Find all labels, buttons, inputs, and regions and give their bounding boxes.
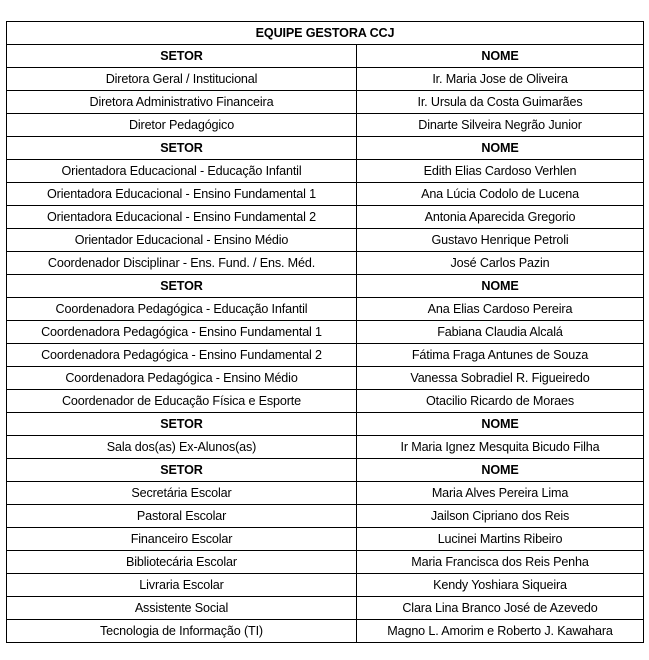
- table-row: [7, 321, 644, 344]
- table-row: [7, 160, 644, 183]
- setor-cell: Coordenadora Pedagógica - Ensino Médio: [7, 367, 357, 390]
- table-row: [7, 183, 644, 206]
- column-header-nome: NOME: [357, 275, 644, 298]
- nome-cell: Fátima Fraga Antunes de Souza: [357, 344, 644, 367]
- staff-table: [6, 21, 644, 643]
- section-header-row: [7, 137, 644, 160]
- nome-cell: Clara Lina Branco José de Azevedo: [357, 597, 644, 620]
- table-row: [7, 252, 644, 275]
- setor-cell: Orientador Educacional - Ensino Médio: [7, 229, 357, 252]
- setor-cell: Secretária Escolar: [7, 482, 357, 505]
- setor-cell: Tecnologia de Informação (TI): [7, 620, 357, 643]
- nome-cell: Dinarte Silveira Negrão Junior: [357, 114, 644, 137]
- table-row: [7, 298, 644, 321]
- nome-cell: Ana Lúcia Codolo de Lucena: [357, 183, 644, 206]
- setor-cell: Sala dos(as) Ex-Alunos(as): [7, 436, 357, 459]
- nome-cell: Ir. Maria Jose de Oliveira: [357, 68, 644, 91]
- setor-cell: Pastoral Escolar: [7, 505, 357, 528]
- nome-cell: Ir Maria Ignez Mesquita Bicudo Filha: [357, 436, 644, 459]
- nome-cell: Fabiana Claudia Alcalá: [357, 321, 644, 344]
- table-row: [7, 436, 644, 459]
- table-body: [7, 22, 644, 643]
- nome-cell: Magno L. Amorim e Roberto J. Kawahara: [357, 620, 644, 643]
- column-header-setor: SETOR: [7, 413, 357, 436]
- table-row: [7, 551, 644, 574]
- setor-cell: Orientadora Educacional - Ensino Fundamental 2: [7, 206, 357, 229]
- setor-cell: Diretora Administrativo Financeira: [7, 91, 357, 114]
- table-row: [7, 68, 644, 91]
- setor-cell: Assistente Social: [7, 597, 357, 620]
- nome-cell: Ir. Ursula da Costa Guimarães: [357, 91, 644, 114]
- nome-cell: Antonia Aparecida Gregorio: [357, 206, 644, 229]
- column-header-nome: NOME: [357, 459, 644, 482]
- setor-cell: Livraria Escolar: [7, 574, 357, 597]
- table-row: [7, 344, 644, 367]
- setor-cell: Coordenadora Pedagógica - Educação Infantil: [7, 298, 357, 321]
- table-title: EQUIPE GESTORA CCJ: [7, 22, 644, 45]
- nome-cell: Vanessa Sobradiel R. Figueiredo: [357, 367, 644, 390]
- section-header-row: [7, 459, 644, 482]
- title-row: [7, 22, 644, 45]
- column-header-nome: NOME: [357, 413, 644, 436]
- table-row: [7, 574, 644, 597]
- nome-cell: Jailson Cipriano dos Reis: [357, 505, 644, 528]
- setor-cell: Orientadora Educacional - Ensino Fundamental 1: [7, 183, 357, 206]
- setor-cell: Orientadora Educacional - Educação Infantil: [7, 160, 357, 183]
- nome-cell: Kendy Yoshiara Siqueira: [357, 574, 644, 597]
- column-header-setor: SETOR: [7, 137, 357, 160]
- table-row: [7, 367, 644, 390]
- setor-cell: Coordenadora Pedagógica - Ensino Fundamental 2: [7, 344, 357, 367]
- table-row: [7, 114, 644, 137]
- table-row: [7, 528, 644, 551]
- section-header-row: [7, 45, 644, 68]
- column-header-nome: NOME: [357, 45, 644, 68]
- table-row: [7, 505, 644, 528]
- column-header-setor: SETOR: [7, 275, 357, 298]
- table-row: [7, 597, 644, 620]
- nome-cell: Gustavo Henrique Petroli: [357, 229, 644, 252]
- setor-cell: Coordenadora Pedagógica - Ensino Fundamental 1: [7, 321, 357, 344]
- nome-cell: Lucinei Martins Ribeiro: [357, 528, 644, 551]
- table-row: [7, 206, 644, 229]
- nome-cell: Edith Elias Cardoso Verhlen: [357, 160, 644, 183]
- nome-cell: Maria Alves Pereira Lima: [357, 482, 644, 505]
- setor-cell: Diretor Pedagógico: [7, 114, 357, 137]
- setor-cell: Diretora Geral / Institucional: [7, 68, 357, 91]
- setor-cell: Coordenador de Educação Física e Esporte: [7, 390, 357, 413]
- table-row: [7, 390, 644, 413]
- nome-cell: Maria Francisca dos Reis Penha: [357, 551, 644, 574]
- table-row: [7, 229, 644, 252]
- table-row: [7, 620, 644, 643]
- setor-cell: Bibliotecária Escolar: [7, 551, 357, 574]
- nome-cell: Otacilio Ricardo de Moraes: [357, 390, 644, 413]
- column-header-setor: SETOR: [7, 459, 357, 482]
- table-row: [7, 91, 644, 114]
- setor-cell: Coordenador Disciplinar - Ens. Fund. / Ens. Méd.: [7, 252, 357, 275]
- table-row: [7, 482, 644, 505]
- column-header-nome: NOME: [357, 137, 644, 160]
- nome-cell: Ana Elias Cardoso Pereira: [357, 298, 644, 321]
- nome-cell: José Carlos Pazin: [357, 252, 644, 275]
- section-header-row: [7, 413, 644, 436]
- setor-cell: Financeiro Escolar: [7, 528, 357, 551]
- section-header-row: [7, 275, 644, 298]
- column-header-setor: SETOR: [7, 45, 357, 68]
